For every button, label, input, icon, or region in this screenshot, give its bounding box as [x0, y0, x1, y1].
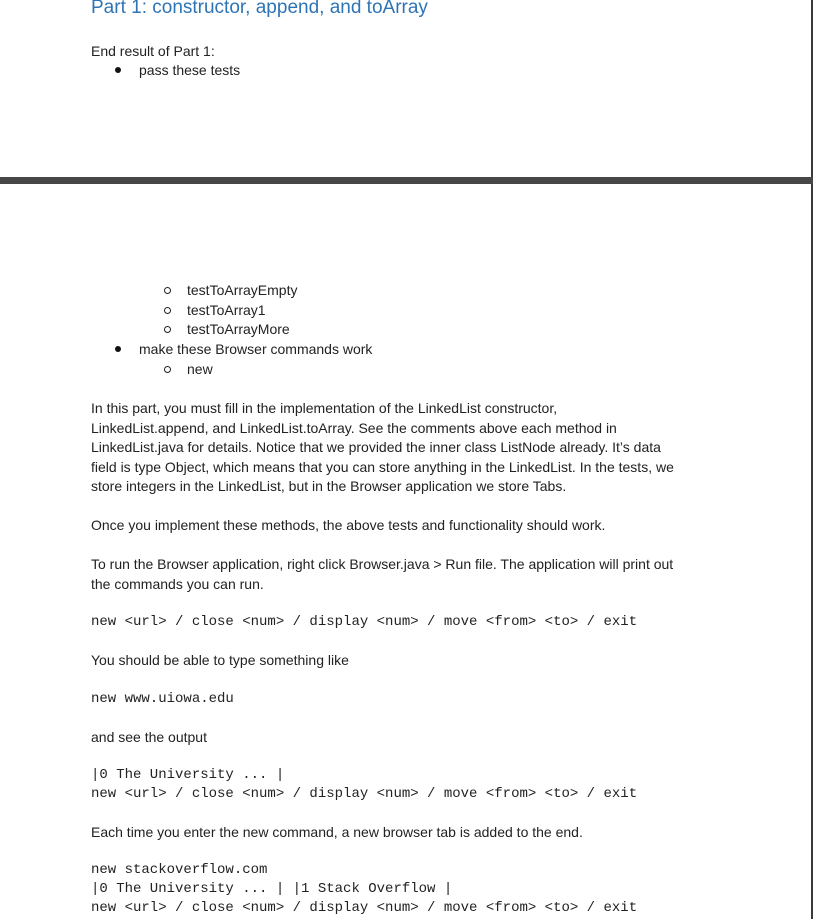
- list-item-test: testToArray1: [187, 302, 266, 318]
- end-result-label: End result of Part 1:: [91, 43, 215, 59]
- paragraph-line: LinkedList.java for details. Notice that we provided the inner class ListNode already. It’s data: [91, 439, 661, 455]
- run-app-paragraph: [91, 555, 791, 594]
- code-new-uiowa: new www.uiowa.edu: [91, 691, 234, 707]
- circle-bullet-icon: [164, 307, 171, 314]
- paragraph-line: field is type Object, which means that you can store anything in the LinkedList. In the tests, we: [91, 458, 674, 475]
- see-output-paragraph: and see the output: [91, 729, 207, 745]
- list-item-test: testToArrayEmpty: [187, 282, 298, 298]
- circle-bullet-icon: [164, 287, 171, 294]
- circle-bullet-icon: [164, 326, 171, 333]
- once-implement-paragraph: Once you implement these methods, the above tests and functionality should work.: [91, 517, 606, 533]
- paragraph-line: LinkedList.append, and LinkedList.toArray. See the comments above each method in: [91, 419, 617, 436]
- code-commands-line: new <url> / close <num> / display <num> / move <from> <to> / exit: [91, 900, 638, 916]
- bullet-icon: [115, 67, 121, 73]
- each-time-paragraph: Each time you enter the new command, a new browser tab is added to the end.: [91, 824, 583, 840]
- code-commands-line: new <url> / close <num> / display <num> / move <from> <to> / exit: [91, 786, 638, 802]
- paragraph-line: the commands you can run.: [91, 575, 264, 592]
- bullet-pass-tests: pass these tests: [139, 62, 241, 78]
- paragraph-line: store integers in the LinkedList, but in the Browser application we store Tabs.: [91, 478, 567, 494]
- implementation-paragraph: [91, 399, 791, 497]
- type-something-paragraph: You should be able to type something like: [91, 652, 349, 668]
- bullet-icon: [115, 346, 121, 352]
- code-new-stackoverflow: new stackoverflow.com: [91, 862, 268, 878]
- code-output-tab0: |0 The University ... |: [91, 767, 285, 783]
- paragraph-line: In this part, you must fill in the implementation of the LinkedList constructor,: [91, 400, 558, 416]
- bullet-browser-commands: make these Browser commands work: [139, 341, 373, 357]
- code-commands-line: new <url> / close <num> / display <num> / move <from> <to> / exit: [91, 614, 638, 630]
- page-break: [0, 177, 813, 184]
- page-title: Part 1: constructor, append, and toArray: [91, 0, 428, 18]
- code-output-two-tabs: |0 The University ... | |1 Stack Overflow |: [91, 881, 453, 897]
- paragraph-line: To run the Browser application, right click Browser.java > Run file. The application will print out: [91, 556, 674, 572]
- list-item-command: new: [187, 361, 213, 377]
- list-item-test: testToArrayMore: [187, 321, 290, 337]
- circle-bullet-icon: [164, 366, 171, 373]
